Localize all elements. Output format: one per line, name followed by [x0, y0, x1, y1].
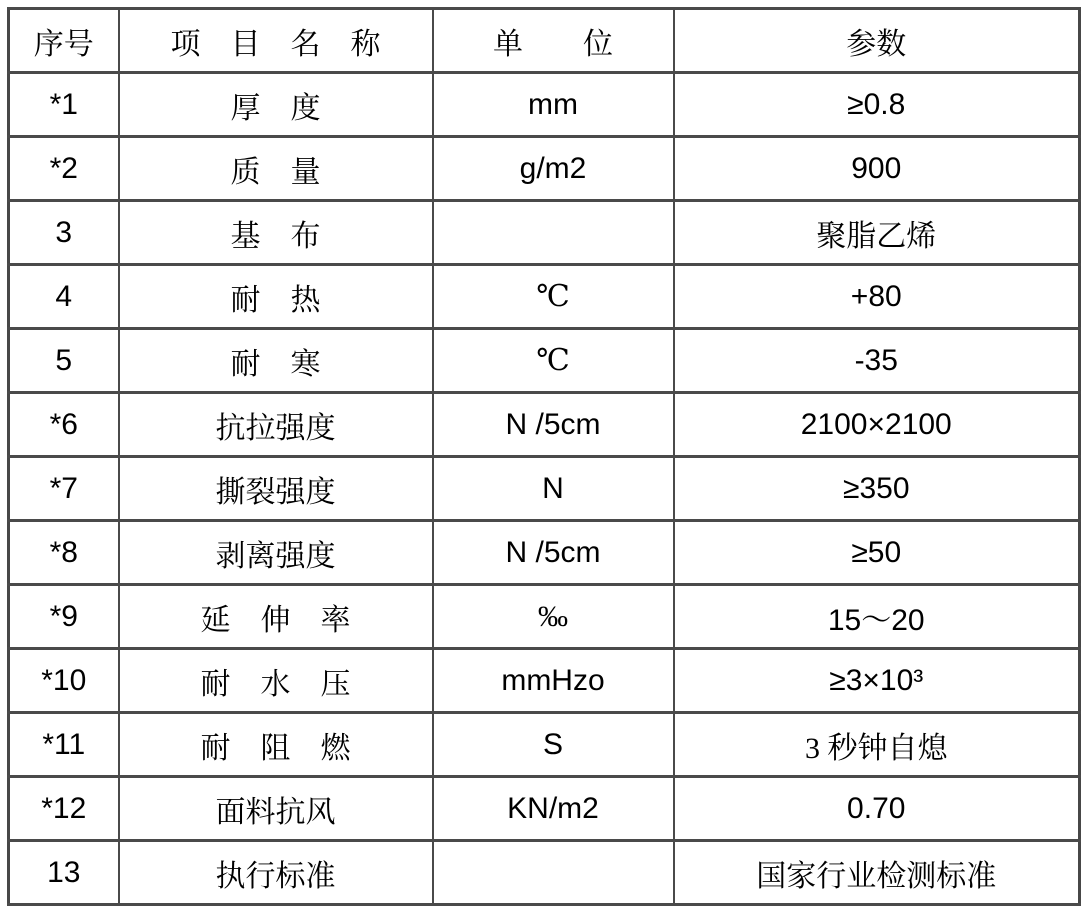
table-row: [9, 649, 1080, 713]
cell-param: +80: [674, 265, 1080, 329]
table-row: [9, 521, 1080, 585]
column-header-unit: 单 位: [433, 9, 674, 73]
cell-unit: [433, 201, 674, 265]
cell-name: 质 量: [119, 137, 433, 201]
column-header-no: 序号: [9, 9, 119, 73]
table-row: [9, 137, 1080, 201]
cell-no: *7: [9, 457, 119, 521]
cell-param: 国家行业检测标准: [674, 841, 1080, 905]
table-row: [9, 713, 1080, 777]
header-row: [9, 9, 1080, 73]
cell-no: 4: [9, 265, 119, 329]
cell-name: 耐 热: [119, 265, 433, 329]
cell-param: ≥50: [674, 521, 1080, 585]
cell-param: 900: [674, 137, 1080, 201]
cell-unit: N: [433, 457, 674, 521]
cell-unit: S: [433, 713, 674, 777]
table-row: [9, 393, 1080, 457]
cell-unit: g/m2: [433, 137, 674, 201]
table-row: [9, 73, 1080, 137]
cell-param: ≥350: [674, 457, 1080, 521]
cell-no: 3: [9, 201, 119, 265]
cell-name: 基 布: [119, 201, 433, 265]
cell-unit: ‰: [433, 585, 674, 649]
cell-no: *1: [9, 73, 119, 137]
cell-param: ≥0.8: [674, 73, 1080, 137]
cell-no: *2: [9, 137, 119, 201]
cell-unit: N /5cm: [433, 393, 674, 457]
table-row: [9, 585, 1080, 649]
cell-name: 耐 阻 燃: [119, 713, 433, 777]
cell-name: 耐 水 压: [119, 649, 433, 713]
cell-name: 厚 度: [119, 73, 433, 137]
cell-name: 延 伸 率: [119, 585, 433, 649]
table-row: [9, 265, 1080, 329]
table-row: [9, 777, 1080, 841]
column-header-name: 项 目 名 称: [119, 9, 433, 73]
cell-param: 15～20: [674, 585, 1080, 649]
cell-name: 剥离强度: [119, 521, 433, 585]
cell-no: 5: [9, 329, 119, 393]
cell-no: *6: [9, 393, 119, 457]
table-row: [9, 841, 1080, 905]
cell-no: *12: [9, 777, 119, 841]
cell-no: *11: [9, 713, 119, 777]
cell-unit: mm: [433, 73, 674, 137]
cell-no: 13: [9, 841, 119, 905]
cell-param: ≥3×10³: [674, 649, 1080, 713]
cell-no: *8: [9, 521, 119, 585]
cell-unit: N /5cm: [433, 521, 674, 585]
cell-param: 0.70: [674, 777, 1080, 841]
cell-unit: KN/m2: [433, 777, 674, 841]
cell-unit: mmHzo: [433, 649, 674, 713]
cell-param: 2100×2100: [674, 393, 1080, 457]
cell-param: -35: [674, 329, 1080, 393]
cell-name: 抗拉强度: [119, 393, 433, 457]
cell-unit: ℃: [433, 265, 674, 329]
cell-param: 3 秒钟自熄: [674, 713, 1080, 777]
table-row: [9, 201, 1080, 265]
cell-param: 聚脂乙烯: [674, 201, 1080, 265]
spec-table: [7, 7, 1081, 906]
cell-name: 撕裂强度: [119, 457, 433, 521]
table-row: [9, 329, 1080, 393]
cell-name: 面料抗风: [119, 777, 433, 841]
cell-name: 执行标准: [119, 841, 433, 905]
cell-no: *10: [9, 649, 119, 713]
column-header-param: 参数: [674, 9, 1080, 73]
cell-unit: ℃: [433, 329, 674, 393]
cell-name: 耐 寒: [119, 329, 433, 393]
cell-no: *9: [9, 585, 119, 649]
cell-unit: [433, 841, 674, 905]
table-row: [9, 457, 1080, 521]
